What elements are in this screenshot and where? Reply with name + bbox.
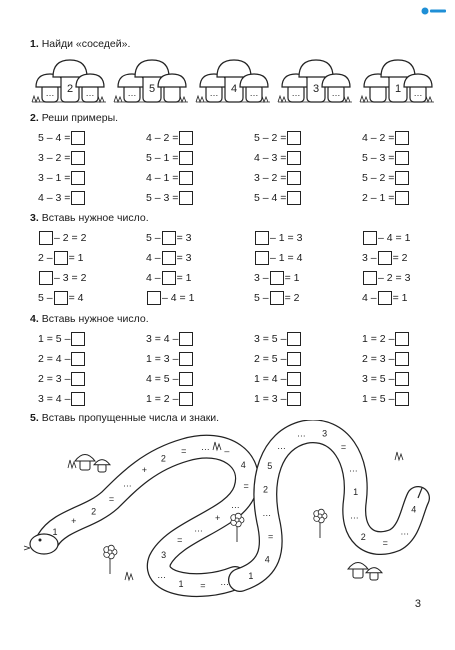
- answer-box[interactable]: [395, 332, 409, 346]
- example-right-part: – 3 = 2: [54, 272, 87, 284]
- task2-example: [254, 190, 302, 206]
- flower-icon: [104, 545, 117, 574]
- grass-icon: [395, 452, 403, 460]
- snake-right-cell: =: [382, 538, 388, 549]
- task4-example: [38, 351, 86, 367]
- answer-box[interactable]: [395, 151, 409, 165]
- task2-example: [146, 150, 194, 166]
- example-expression: 4 – 2 =: [146, 132, 179, 144]
- example-right-part: = 1: [176, 272, 192, 284]
- task3-example: [146, 250, 192, 266]
- task4-example: [254, 351, 302, 367]
- answer-box[interactable]: [378, 291, 392, 305]
- task4-example: [362, 371, 410, 387]
- answer-box[interactable]: [395, 171, 409, 185]
- task4-example: [362, 391, 410, 407]
- example-left-part: 3 –: [362, 252, 377, 264]
- example-expression: 3 – 2 =: [38, 152, 71, 164]
- example-expression: 5 – 3 =: [362, 152, 395, 164]
- snake-right-cell: 2: [263, 484, 269, 495]
- mushroom-middle-number: 3: [312, 83, 320, 95]
- snake-right-cell: …: [400, 526, 410, 537]
- snake-left-cell: =: [108, 493, 115, 504]
- task3-example: [254, 290, 300, 306]
- answer-box[interactable]: [287, 332, 301, 346]
- answer-box[interactable]: [179, 171, 193, 185]
- task2-example: [254, 130, 302, 146]
- task3-heading: [30, 212, 149, 224]
- answer-box[interactable]: [179, 131, 193, 145]
- snake-right-cell: 4: [264, 554, 270, 565]
- example-expression: 3 – 2 =: [254, 172, 287, 184]
- task4-title: Вставь нужное число.: [41, 313, 149, 325]
- answer-box[interactable]: [179, 191, 193, 205]
- task3-row: [38, 250, 428, 266]
- task2-example: [38, 130, 86, 146]
- task3-example: [362, 230, 410, 246]
- task4-example: [38, 371, 86, 387]
- snake-left-cell: =: [177, 535, 183, 546]
- answer-box[interactable]: [395, 392, 409, 406]
- answer-box[interactable]: [287, 131, 301, 145]
- example-expression: 3 = 4 –: [146, 333, 179, 345]
- example-expression: 4 – 3 =: [38, 192, 71, 204]
- task3-row: [38, 230, 428, 246]
- mushroom-group: [196, 60, 270, 102]
- answer-box[interactable]: [162, 271, 176, 285]
- answer-box[interactable]: [147, 291, 161, 305]
- example-right-part: – 2 = 3: [378, 272, 411, 284]
- publisher-logo-icon: [421, 6, 447, 16]
- example-expression: 1 = 5 –: [38, 333, 71, 345]
- example-expression: 1 = 2 –: [362, 333, 395, 345]
- task2-example: [362, 190, 410, 206]
- snake-right-cell: 1: [248, 570, 254, 581]
- answer-box[interactable]: [363, 271, 377, 285]
- snake-right-cell: 3: [322, 428, 328, 439]
- snake-left-cell: …: [122, 478, 132, 489]
- example-expression: 2 = 4 –: [38, 353, 71, 365]
- task2-example: [146, 170, 194, 186]
- task2-heading: [30, 112, 118, 124]
- task3-example: [362, 270, 410, 286]
- example-expression: 5 – 1 =: [146, 152, 179, 164]
- example-right-part: – 1 = 4: [270, 252, 303, 264]
- task3-row: [38, 270, 428, 286]
- task4-example: [146, 331, 194, 347]
- task4-example: [254, 391, 302, 407]
- example-expression: 1 = 3 –: [146, 353, 179, 365]
- answer-box[interactable]: [39, 271, 53, 285]
- snake-left-cell: …: [157, 569, 167, 580]
- answer-box[interactable]: [287, 392, 301, 406]
- example-right-part: – 4 = 1: [162, 292, 195, 304]
- example-left-part: 5 –: [38, 292, 53, 304]
- snakes-illustration: [0, 420, 455, 600]
- snake-left-cell: 4: [240, 459, 246, 470]
- snake-left-cell: 2: [160, 453, 166, 464]
- task2-row: [38, 130, 428, 146]
- snake-right-cell: 1: [353, 487, 359, 498]
- mushroom-group: [278, 60, 352, 102]
- task2-example: [362, 150, 410, 166]
- task2-example: [362, 130, 410, 146]
- answer-box[interactable]: [179, 372, 193, 386]
- answer-box[interactable]: [287, 171, 301, 185]
- example-left-part: 5 –: [254, 292, 269, 304]
- task2-example: [38, 150, 86, 166]
- task3-example: [38, 290, 84, 306]
- task4-row: [38, 371, 428, 387]
- task3-example: [38, 270, 86, 286]
- mushroom-groups: [28, 50, 438, 108]
- grass-icon: [125, 572, 133, 580]
- example-expression: 4 – 1 =: [146, 172, 179, 184]
- flower-icon: [231, 513, 244, 542]
- example-expression: 5 – 2 =: [254, 132, 287, 144]
- mushroom-group: [32, 60, 106, 102]
- answer-box[interactable]: [287, 191, 301, 205]
- snake-left-cell: …: [200, 442, 210, 453]
- task4-example: [146, 391, 194, 407]
- task4-row: [38, 391, 428, 407]
- task2-example: [146, 190, 194, 206]
- snake-right-cell: 2: [360, 531, 366, 542]
- snake-left-cell: =: [181, 445, 187, 456]
- mushroom-icon: [75, 455, 95, 471]
- task3-example: [146, 230, 192, 246]
- task3-example: [362, 290, 408, 306]
- example-expression: 1 = 5 –: [362, 393, 395, 405]
- task4-example: [254, 331, 302, 347]
- answer-box[interactable]: [71, 171, 85, 185]
- task2-example: [254, 170, 302, 186]
- mushroom-left-number: …: [127, 88, 137, 98]
- mushroom-middle-number: 5: [148, 83, 156, 95]
- task3-row: [38, 290, 428, 306]
- answer-box[interactable]: [179, 151, 193, 165]
- snake-right-cell: 4: [411, 504, 417, 515]
- snake-right-cell: …: [349, 510, 359, 521]
- task3-example: [38, 250, 84, 266]
- task4-example: [146, 371, 194, 387]
- example-right-part: = 1: [392, 292, 408, 304]
- example-left-part: 4 –: [146, 272, 161, 284]
- mushroom-middle-number: 1: [394, 83, 402, 95]
- task2-row: [38, 150, 428, 166]
- example-expression: 1 = 2 –: [146, 393, 179, 405]
- snake-right-cell: …: [262, 507, 272, 518]
- snake-left-cell: …: [230, 499, 240, 510]
- task3-example: [254, 230, 302, 246]
- task4-example: [362, 351, 410, 367]
- example-right-part: – 1 = 3: [270, 232, 303, 244]
- answer-box[interactable]: [270, 291, 284, 305]
- mushroom-left-number: …: [209, 88, 219, 98]
- snake-right-cell: =: [340, 442, 347, 453]
- task4-number: 4.: [30, 313, 39, 325]
- snake-left: [48, 442, 249, 590]
- example-left-part: 5 –: [146, 232, 161, 244]
- task4-heading: [30, 313, 149, 325]
- example-right-part: = 1: [68, 252, 84, 264]
- snake-left-cell: +: [71, 515, 77, 526]
- example-expression: 3 = 5 –: [254, 333, 287, 345]
- snake-left-cell: 1: [52, 527, 58, 538]
- example-expression: 3 – 1 =: [38, 172, 71, 184]
- example-right-part: = 3: [176, 252, 192, 264]
- example-right-part: = 3: [176, 232, 192, 244]
- answer-box[interactable]: [71, 131, 85, 145]
- task5-title: Вставь пропущенные числа и знаки.: [41, 412, 220, 424]
- task3-example: [254, 250, 302, 266]
- snake-left-cell: 3: [161, 549, 167, 560]
- snake-left-cell: 1: [178, 579, 184, 590]
- example-expression: 1 = 4 –: [254, 373, 287, 385]
- answer-box[interactable]: [287, 352, 301, 366]
- example-expression: 4 – 2 =: [362, 132, 395, 144]
- example-expression: 5 – 3 =: [146, 192, 179, 204]
- answer-box[interactable]: [287, 151, 301, 165]
- answer-box[interactable]: [71, 332, 85, 346]
- task2-example: [38, 190, 86, 206]
- example-right-part: = 2: [392, 252, 408, 264]
- snake-left-cell: +: [141, 464, 148, 475]
- mushroom-group: [360, 60, 434, 102]
- answer-box[interactable]: [395, 352, 409, 366]
- task4-example: [38, 391, 86, 407]
- task2-row: [38, 190, 428, 206]
- mushroom-right-number: …: [85, 88, 95, 98]
- answer-box[interactable]: [71, 352, 85, 366]
- answer-box[interactable]: [54, 251, 68, 265]
- example-right-part: = 1: [284, 272, 300, 284]
- task1-title: Найди «соседей».: [41, 38, 131, 50]
- snake-left-cell: –: [224, 445, 230, 456]
- mushroom-left-number: …: [45, 88, 55, 98]
- example-left-part: 4 –: [362, 292, 377, 304]
- example-expression: 2 = 3 –: [38, 373, 71, 385]
- task4-row: [38, 351, 428, 367]
- example-expression: 4 – 3 =: [254, 152, 287, 164]
- mushroom-middle-number: 2: [66, 83, 74, 95]
- answer-box[interactable]: [255, 251, 269, 265]
- answer-box[interactable]: [54, 291, 68, 305]
- task3-example: [254, 270, 300, 286]
- snake-left-cell: +: [215, 512, 221, 523]
- answer-box[interactable]: [162, 231, 176, 245]
- mushroom-icon: [348, 563, 368, 579]
- answer-box[interactable]: [395, 372, 409, 386]
- answer-box[interactable]: [395, 191, 409, 205]
- example-expression: 2 – 1 =: [362, 192, 395, 204]
- example-left-part: 4 –: [146, 252, 161, 264]
- snake-right-cell: …: [277, 440, 287, 451]
- task1-number: 1.: [30, 38, 39, 50]
- answer-box[interactable]: [287, 372, 301, 386]
- snake-left-cell: …: [220, 576, 230, 587]
- task3-example: [146, 290, 194, 306]
- snake-right-cell: …: [348, 463, 358, 474]
- task4-example: [362, 331, 410, 347]
- example-expression: 1 = 3 –: [254, 393, 287, 405]
- example-right-part: = 4: [68, 292, 84, 304]
- mushroom-icon: [94, 460, 110, 472]
- example-expression: 2 = 5 –: [254, 353, 287, 365]
- task2-example: [362, 170, 410, 186]
- task2-example: [254, 150, 302, 166]
- answer-box[interactable]: [71, 151, 85, 165]
- task4-example: [146, 351, 194, 367]
- task4-example: [38, 331, 86, 347]
- example-expression: 4 = 5 –: [146, 373, 179, 385]
- answer-box[interactable]: [395, 131, 409, 145]
- example-left-part: 2 –: [38, 252, 53, 264]
- mushroom-right-number: …: [413, 88, 423, 98]
- answer-box[interactable]: [162, 251, 176, 265]
- task3-example: [362, 250, 408, 266]
- example-expression: 3 = 4 –: [38, 393, 71, 405]
- snake-head-icon: [24, 534, 58, 554]
- task3-example: [38, 230, 86, 246]
- example-expression: 5 – 4 =: [38, 132, 71, 144]
- mushroom-middle-number: 4: [230, 83, 238, 95]
- example-expression: 5 – 2 =: [362, 172, 395, 184]
- answer-box[interactable]: [71, 392, 85, 406]
- task4-row: [38, 331, 428, 347]
- page-number: 3: [414, 598, 421, 610]
- answer-box[interactable]: [71, 191, 85, 205]
- snake-right-cell: =: [267, 531, 274, 542]
- example-expression: 2 = 3 –: [362, 353, 395, 365]
- task3-example: [146, 270, 192, 286]
- task2-example: [146, 130, 194, 146]
- task2-title: Реши примеры.: [41, 112, 119, 124]
- task4-example: [254, 371, 302, 387]
- task2-number: 2.: [30, 112, 39, 124]
- snake-left-cell: =: [200, 580, 206, 591]
- task2-row: [38, 170, 428, 186]
- answer-box[interactable]: [179, 332, 193, 346]
- example-right-part: – 4 = 1: [378, 232, 411, 244]
- snake-left-cell: 2: [91, 506, 97, 517]
- answer-box[interactable]: [39, 231, 53, 245]
- answer-box[interactable]: [378, 251, 392, 265]
- mushroom-group: [114, 60, 188, 102]
- answer-box[interactable]: [71, 372, 85, 386]
- snake-left-cell: =: [243, 481, 249, 492]
- snake-right-cell: …: [296, 428, 306, 439]
- task5-number: 5.: [30, 412, 39, 424]
- task3-number: 3.: [30, 212, 39, 224]
- example-left-part: 3 –: [254, 272, 269, 284]
- mushroom-left-number: …: [291, 88, 301, 98]
- task1-heading: [30, 38, 130, 50]
- snake-right: [240, 428, 418, 580]
- snake-right-cell: 5: [267, 461, 273, 472]
- flower-icon: [314, 509, 327, 538]
- mushroom-right-number: …: [331, 88, 341, 98]
- mushroom-right-number: …: [249, 88, 259, 98]
- task2-example: [38, 170, 86, 186]
- answer-box[interactable]: [255, 231, 269, 245]
- snake-left-cell: …: [194, 523, 204, 534]
- example-right-part: – 2 = 2: [54, 232, 87, 244]
- answer-box[interactable]: [179, 392, 193, 406]
- answer-box[interactable]: [179, 352, 193, 366]
- answer-box[interactable]: [363, 231, 377, 245]
- example-expression: 3 = 5 –: [362, 373, 395, 385]
- example-expression: 5 – 4 =: [254, 192, 287, 204]
- example-right-part: = 2: [284, 292, 300, 304]
- answer-box[interactable]: [270, 271, 284, 285]
- task3-title: Вставь нужное число.: [41, 212, 149, 224]
